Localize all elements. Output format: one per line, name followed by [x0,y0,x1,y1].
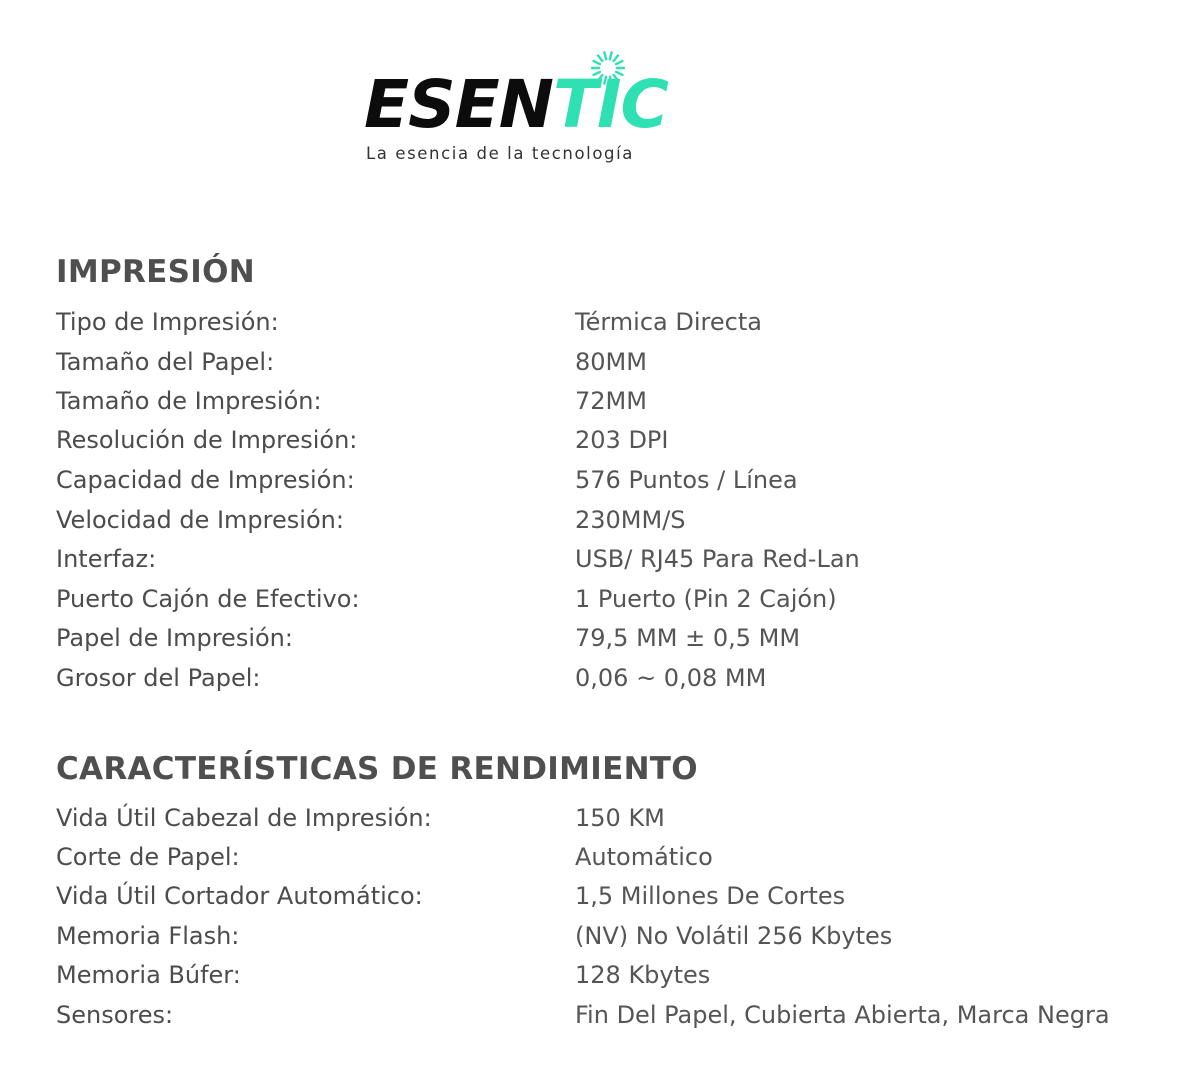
spec-row [0,804,1200,844]
section-title: CARACTERÍSTICAS DE RENDIMIENTO [56,751,698,787]
brand-tagline: La esencia de la tecnología [366,144,635,163]
burst-ray [610,52,612,59]
spec-value: USB/ RJ45 Para Red-Lan [575,545,860,573]
spec-value: 150 KM [575,804,665,832]
burst-ray [614,55,618,60]
spec-row [0,922,1200,962]
spec-label: Vida Útil Cortador Automático: [56,882,423,910]
spec-label: Papel de Impresión: [56,624,293,652]
burst-ray [594,61,600,64]
brand-wordmark-part2: TIC [552,66,668,143]
spec-label: Velocidad de Impresión: [56,506,344,534]
spec-label: Tipo de Impresión: [56,308,279,336]
spec-label: Memoria Búfer: [56,961,241,989]
spec-row [0,387,1200,427]
spec-label: Resolución de Impresión: [56,426,358,454]
spec-label: Capacidad de Impresión: [56,466,355,494]
spec-row [0,348,1200,388]
spec-value: 0,06 ~ 0,08 MM [575,664,767,692]
spec-row [0,664,1200,704]
spec-value: (NV) No Volátil 256 Kbytes [575,922,893,950]
spec-row [0,426,1200,466]
burst-ray [616,61,622,64]
spec-value: 128 Kbytes [575,961,711,989]
spec-label: Corte de Papel: [56,843,240,871]
spec-row [0,961,1200,1001]
spec-label: Vida Útil Cabezal de Impresión: [56,804,432,832]
spec-value: 1,5 Millones De Cortes [575,882,846,910]
spec-row [0,1001,1200,1041]
burst-ray [598,55,602,60]
brand-wordmark-part1: ESEN [364,66,553,143]
spec-label: Tamaño del Papel: [56,348,275,376]
spec-value: 203 DPI [575,426,669,454]
brand-logo [364,44,674,174]
spec-label: Sensores: [56,1001,174,1029]
spec-value: 80MM [575,348,647,376]
spec-row [0,624,1200,664]
spec-value: Automático [575,843,713,871]
spec-row [0,308,1200,348]
spec-value: 576 Puntos / Línea [575,466,798,494]
spec-row [0,882,1200,922]
spec-row [0,466,1200,506]
spec-value: 230MM/S [575,506,686,534]
spec-row [0,506,1200,546]
spec-row [0,545,1200,585]
spec-row [0,843,1200,883]
spec-label: Interfaz: [56,545,157,573]
spec-label: Memoria Flash: [56,922,240,950]
spec-value: 1 Puerto (Pin 2 Cajón) [575,585,837,613]
spec-label: Grosor del Papel: [56,664,261,692]
spec-value: Térmica Directa [575,308,762,336]
spec-value: Fin Del Papel, Cubierta Abierta, Marca Negra [575,1001,1110,1029]
spec-row [0,585,1200,625]
brand-wordmark [364,66,668,143]
spec-value: 79,5 MM ± 0,5 MM [575,624,801,652]
spec-label: Tamaño de Impresión: [56,387,322,415]
spec-label: Puerto Cajón de Efectivo: [56,585,360,613]
burst-ray [604,52,606,59]
section-title: IMPRESIÓN [56,254,256,290]
spec-value: 72MM [575,387,647,415]
